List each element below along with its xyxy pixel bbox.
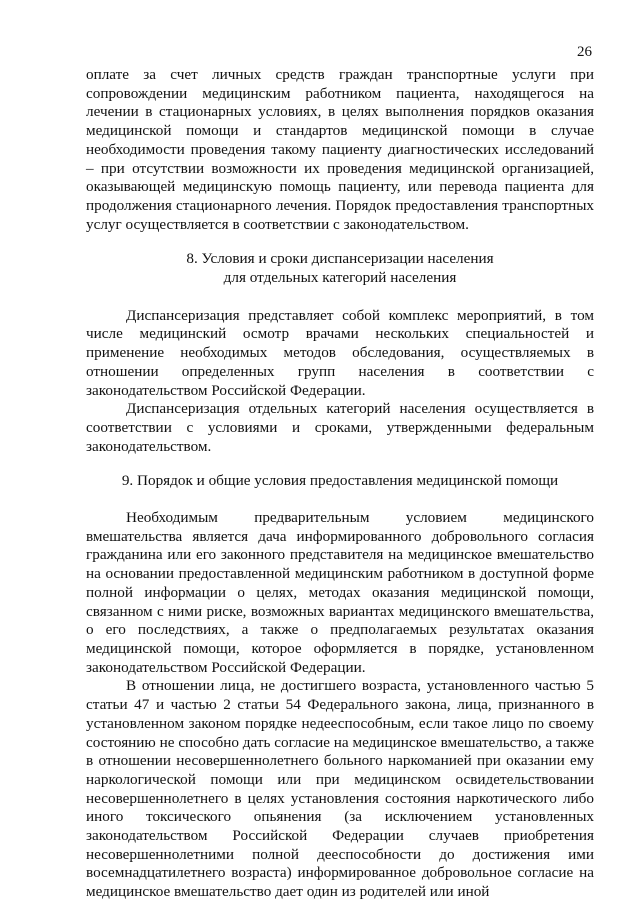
page-number: 26 bbox=[577, 44, 592, 60]
section-8-heading bbox=[86, 250, 594, 287]
section-9-title: 9. Порядок и общие условия предоставления медицинской помощи bbox=[121, 472, 559, 490]
section-8-paragraph-2: Диспансеризация отдельных категорий населения осуществляется в соответствии с условиями и сроками, утвержденными федеральным законодательством. bbox=[86, 400, 594, 455]
section-9-paragraph-1: Необходимым предварительным условием медицинского вмешательства является дача информированного добровольного согласия гражданина или его законного представителя на медицинское вмешательство на основании предоставленной медицинским работником в доступной форме полной информации о целях, методах оказания медицинской помощи, связанном с ними риске, возможных вариантах медицинского вмешательства, о его последствиях, а также о предполагаемых результатах оказания медицинской помощи, которое оформляется в порядке, установленном законодательством Российской Федерации. bbox=[86, 509, 594, 676]
section-9-heading bbox=[86, 472, 594, 491]
continuation-paragraph: оплате за счет личных средств граждан транспортные услуги при сопровождении медицинским работником пациента, находящегося на лечении в стационарных условиях, в целях выполнения порядков оказания медицинской помощи и стандартов медицинской помощи в случае необходимости проведения такому пациенту диагностических исследований – при отсутствии возможности их проведения медицинской организацией, оказывающей медицинскую помощь пациенту, или перевода пациента для продолжения стационарного лечения. Порядок предоставления транспортных услуг осуществляется в соответствии с законодательством. bbox=[86, 66, 594, 233]
section-8-title-line2: для отдельных категорий населения bbox=[223, 269, 457, 287]
section-8-paragraph-1: Диспансеризация представляет собой комплекс мероприятий, в том числе медицинский осмотр врачами нескольких специальностей и применение необходимых методов обследования, осуществляемых в отношении определенных групп населения в соответствии с законодательством Российской Федерации. bbox=[86, 306, 594, 399]
section-9-paragraph-2: В отношении лица, не достигшего возраста, установленного частью 5 статьи 47 и частью 2 статьи 54 Федерального закона, лица, признанного в установленном законом порядке недееспособным, если такое лицо по своему состоянию не способно дать согласие на медицинское вмешательство, а также в отношении несовершеннолетнего больного наркоманией при оказании ему наркологической помощи или при медицинском освидетельствовании несовершеннолетнего в целях установления состояния наркотического либо иного токсического опьянения (за исключением установленных законодательством Российской Федерации случаев приобретения несовершеннолетними полной дееспособности до достижения ими восемнадцатилетнего возраста) информированное добровольное согласие на медицинское вмешательство дает один из родителей или иной bbox=[86, 677, 594, 901]
document-body bbox=[86, 66, 594, 902]
section-8-title-line1: 8. Условия и сроки диспансеризации населения bbox=[186, 250, 494, 268]
